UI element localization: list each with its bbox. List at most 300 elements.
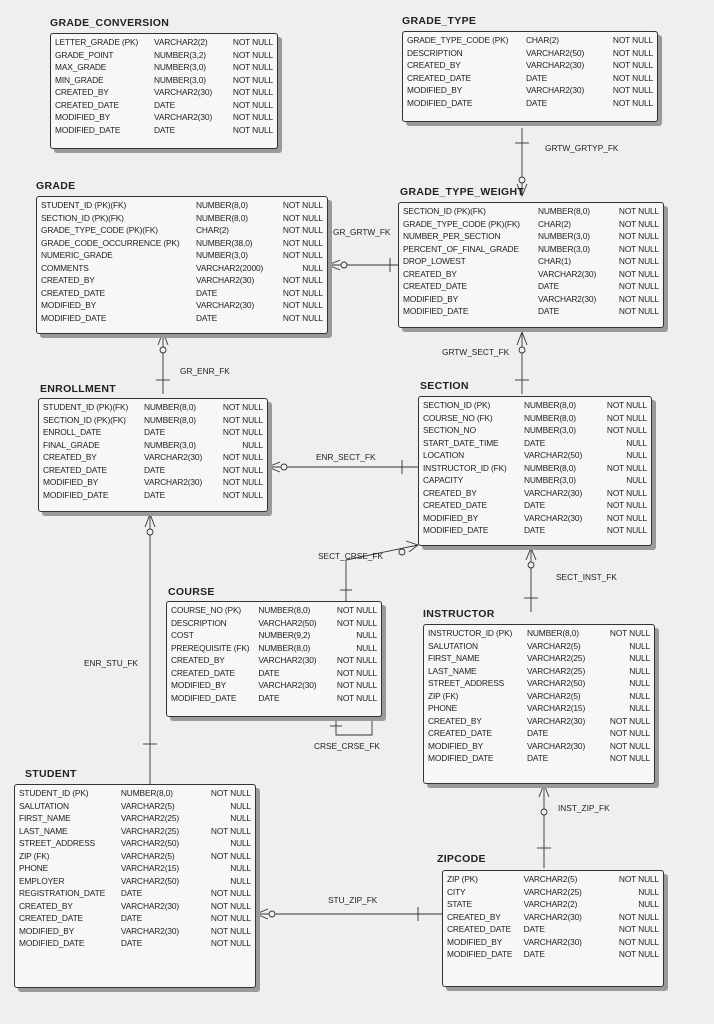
attribute-type: VARCHAR2(25): [120, 825, 179, 836]
attribute-type: VARCHAR2(30): [538, 293, 597, 304]
attribute-name: MODIFIED_DATE: [19, 938, 85, 948]
entity-grade: [36, 196, 328, 334]
attribute-type: NUMBER(9,2): [258, 630, 311, 640]
attribute-nullability: NOT NULL: [618, 268, 659, 279]
attribute-nullability: NOT NULL: [232, 124, 273, 135]
attribute-name: GRADE_POINT: [55, 49, 114, 60]
attribute-name: PHONE: [428, 703, 458, 713]
attribute-type: VARCHAR2(30): [120, 925, 179, 936]
attribute-type: NUMBER(8,0): [524, 462, 576, 473]
attribute-type: VARCHAR2(2000): [196, 262, 264, 273]
rel-label-inst-zip: INST_ZIP_FK: [558, 803, 610, 813]
attribute-row: [19, 887, 251, 900]
attribute-nullability: NULL: [626, 450, 647, 460]
attribute-type: NUMBER(3,0): [538, 243, 590, 254]
attribute-nullability: NOT NULL: [282, 225, 323, 235]
entity-title-grade-conversion: GRADE_CONVERSION: [50, 17, 170, 29]
attribute-row: [423, 462, 647, 475]
attribute-row: [41, 262, 323, 275]
attribute-nullability: NULL: [629, 653, 650, 663]
rel-label-enr-stu: ENR_STU_FK: [84, 658, 138, 668]
attribute-table: [41, 199, 323, 324]
attribute-nullability: NOT NULL: [210, 925, 251, 936]
attribute-name: SECTION_ID (PK)(FK): [43, 414, 126, 425]
attribute-type: VARCHAR2(2): [154, 37, 208, 47]
attribute-name: PREREQUISITE (FK): [171, 642, 250, 653]
attribute-type: NUMBER(8,0): [524, 412, 576, 423]
attribute-row: [171, 667, 377, 680]
attribute-type: VARCHAR2(30): [526, 60, 585, 70]
attribute-nullability: NOT NULL: [232, 49, 273, 60]
attribute-row: [43, 451, 263, 464]
attribute-row: [19, 937, 251, 950]
attribute-name: STREET_ADDRESS: [19, 838, 96, 848]
attribute-name: COMMENTS: [41, 262, 89, 273]
attribute-type: NUMBER(3,2): [154, 49, 206, 60]
attribute-type: VARCHAR2(50): [258, 617, 317, 628]
attribute-nullability: NOT NULL: [222, 489, 263, 500]
attribute-row: [428, 727, 650, 740]
attribute-type: VARCHAR2(30): [144, 452, 203, 462]
attribute-name: CITY: [447, 886, 466, 897]
attribute-nullability: NOT NULL: [282, 237, 323, 248]
entity-zipcode: [442, 870, 664, 987]
rel-label-stu-zip: STU_ZIP_FK: [328, 895, 378, 905]
attribute-nullability: NOT NULL: [210, 825, 251, 836]
attribute-nullability: NOT NULL: [618, 243, 659, 254]
attribute-type: NUMBER(8,0): [144, 402, 196, 412]
entity-grade-conversion: [50, 33, 278, 149]
attribute-name: SECTION_ID (PK)(FK): [41, 212, 124, 223]
attribute-type: VARCHAR2(5): [120, 800, 175, 811]
attribute-type: DATE: [523, 949, 545, 959]
attribute-nullability: NOT NULL: [282, 200, 323, 210]
entity-course: [166, 601, 382, 717]
attribute-type: NUMBER(8,0): [196, 212, 248, 223]
attribute-type: VARCHAR2(50): [120, 838, 179, 848]
attribute-type: VARCHAR2(5): [523, 874, 578, 884]
attribute-nullability: NOT NULL: [232, 62, 273, 72]
attribute-type: NUMBER(8,0): [538, 206, 590, 216]
attribute-name: MODIFIED_DATE: [423, 525, 489, 535]
attribute-row: [55, 99, 273, 112]
attribute-nullability: NOT NULL: [336, 655, 377, 665]
attribute-row: [41, 199, 323, 212]
entity-title-course: COURSE: [168, 586, 215, 598]
attribute-nullability: NOT NULL: [609, 740, 650, 751]
attribute-type: VARCHAR2(50): [526, 47, 585, 58]
attribute-type: VARCHAR2(30): [154, 87, 213, 97]
attribute-row: [41, 237, 323, 250]
attribute-nullability: NULL: [626, 475, 647, 485]
attribute-name: MODIFIED_BY: [41, 300, 97, 310]
attribute-name: CREATED_BY: [403, 268, 457, 279]
attribute-name: START_DATE_TIME: [423, 437, 499, 448]
attribute-row: [19, 925, 251, 938]
attribute-name: GRADE_TYPE_CODE (PK): [407, 35, 509, 45]
attribute-row: [447, 923, 659, 936]
attribute-nullability: NOT NULL: [282, 300, 323, 310]
attribute-nullability: NOT NULL: [618, 874, 659, 884]
attribute-name: GRADE_CODE_OCCURRENCE (PK): [41, 237, 180, 248]
attribute-row: [171, 679, 377, 692]
attribute-row: [447, 948, 659, 961]
attribute-row: [43, 426, 263, 439]
attribute-name: SALUTATION: [428, 640, 478, 651]
attribute-nullability: NOT NULL: [232, 112, 273, 122]
attribute-nullability: NOT NULL: [336, 617, 377, 628]
attribute-nullability: NULL: [629, 678, 650, 688]
attribute-nullability: NOT NULL: [606, 412, 647, 423]
attribute-name: SECTION_ID (PK): [423, 400, 491, 410]
attribute-row: [407, 97, 653, 110]
attribute-type: DATE: [524, 525, 546, 535]
attribute-type: DATE: [527, 728, 549, 738]
attribute-row: [447, 911, 659, 924]
attribute-type: NUMBER(3,0): [196, 250, 248, 260]
attribute-type: VARCHAR2(30): [524, 512, 583, 523]
rel-label-gr-enr: GR_ENR_FK: [180, 366, 230, 376]
attribute-nullability: NULL: [356, 630, 377, 640]
attribute-name: NUMERIC_GRADE: [41, 250, 113, 260]
attribute-name: EMPLOYER: [19, 875, 65, 886]
attribute-type: DATE: [196, 312, 218, 323]
attribute-type: VARCHAR2(5): [120, 850, 175, 861]
attribute-type: NUMBER(3,0): [524, 475, 576, 485]
attribute-row: [41, 224, 323, 237]
attribute-name: CREATED_DATE: [55, 99, 119, 110]
attribute-type: VARCHAR2(25): [527, 665, 586, 676]
attribute-type: VARCHAR2(5): [527, 640, 581, 651]
attribute-type: NUMBER(8,0): [144, 414, 196, 425]
attribute-row: [428, 702, 650, 715]
attribute-nullability: NULL: [356, 642, 377, 653]
attribute-row: [428, 652, 650, 665]
attribute-row: [171, 642, 377, 655]
attribute-nullability: NOT NULL: [609, 753, 650, 763]
attribute-row: [171, 654, 377, 667]
attribute-row: [423, 437, 647, 450]
attribute-nullability: NOT NULL: [222, 402, 263, 412]
attribute-row: [428, 640, 650, 653]
attribute-row: [43, 476, 263, 489]
attribute-nullability: NULL: [629, 665, 650, 676]
attribute-name: CREATED_DATE: [423, 500, 487, 510]
attribute-row: [403, 218, 659, 231]
attribute-row: [403, 293, 659, 306]
attribute-type: VARCHAR2(15): [120, 863, 179, 873]
attribute-nullability: NOT NULL: [618, 281, 659, 291]
attribute-row: [403, 230, 659, 243]
attribute-nullability: NULL: [230, 813, 251, 823]
attribute-name: MODIFIED_DATE: [447, 949, 513, 959]
attribute-type: VARCHAR2(30): [120, 900, 179, 911]
attribute-name: MODIFIED_DATE: [403, 306, 469, 316]
entity-title-grade: GRADE: [36, 180, 76, 192]
attribute-nullability: NOT NULL: [618, 911, 659, 922]
entity-student: [14, 784, 256, 988]
attribute-name: CREATED_DATE: [171, 667, 235, 678]
attribute-row: [55, 124, 273, 137]
attribute-type: DATE: [120, 913, 143, 923]
entity-section: [418, 396, 652, 546]
attribute-nullability: NOT NULL: [210, 913, 251, 923]
attribute-name: MODIFIED_BY: [55, 112, 111, 122]
attribute-nullability: NULL: [230, 800, 251, 811]
attribute-row: [43, 414, 263, 427]
attribute-row: [407, 59, 653, 72]
attribute-type: VARCHAR2(15): [527, 703, 586, 713]
attribute-nullability: NOT NULL: [282, 287, 323, 298]
attribute-name: REGISTRATION_DATE: [19, 888, 106, 898]
attribute-nullability: NOT NULL: [222, 452, 263, 462]
attribute-row: [43, 489, 263, 502]
attribute-name: COURSE_NO (PK): [171, 605, 242, 615]
attribute-name: STATE: [447, 899, 472, 909]
attribute-table: [428, 627, 650, 765]
attribute-type: DATE: [524, 437, 546, 448]
attribute-type: DATE: [523, 924, 545, 934]
attribute-row: [403, 280, 659, 293]
attribute-row: [19, 825, 251, 838]
attribute-type: VARCHAR2(30): [196, 275, 255, 285]
attribute-name: MODIFIED_BY: [447, 936, 503, 947]
attribute-type: DATE: [154, 99, 176, 110]
attribute-name: LOCATION: [423, 450, 464, 460]
attribute-nullability: NULL: [638, 886, 659, 897]
attribute-name: MAX_GRADE: [55, 62, 107, 72]
attribute-type: DATE: [144, 464, 166, 475]
attribute-name: MODIFIED_DATE: [55, 124, 121, 135]
attribute-type: VARCHAR2(25): [120, 813, 179, 823]
attribute-name: MODIFIED_BY: [423, 512, 479, 523]
attribute-nullability: NOT NULL: [606, 525, 647, 535]
attribute-row: [403, 243, 659, 256]
attribute-name: STUDENT_ID (PK)(FK): [41, 200, 127, 210]
attribute-type: VARCHAR2(50): [524, 450, 583, 460]
attribute-type: CHAR(1): [538, 256, 571, 266]
attribute-name: ENROLL_DATE: [43, 427, 102, 437]
attribute-name: CREATED_BY: [447, 911, 501, 922]
attribute-nullability: NOT NULL: [210, 900, 251, 911]
attribute-row: [428, 665, 650, 678]
attribute-name: CREATED_DATE: [41, 287, 105, 298]
rel-label-sect-crse: SECT_CRSE_FK: [318, 551, 384, 561]
attribute-row: [428, 690, 650, 703]
rel-label-sect-inst: SECT_INST_FK: [556, 572, 617, 582]
attribute-row: [55, 111, 273, 124]
attribute-row: [19, 862, 251, 875]
attribute-nullability: NULL: [230, 838, 251, 848]
attribute-type: CHAR(2): [526, 35, 559, 45]
attribute-type: VARCHAR2(30): [526, 85, 585, 95]
attribute-type: DATE: [196, 287, 218, 298]
attribute-nullability: NOT NULL: [609, 728, 650, 738]
entity-instructor: [423, 624, 655, 784]
attribute-name: CREATED_BY: [41, 275, 95, 285]
attribute-table: [55, 36, 273, 136]
attribute-name: CREATED_BY: [43, 452, 97, 462]
attribute-row: [19, 875, 251, 888]
attribute-name: MODIFIED_BY: [407, 85, 463, 95]
attribute-nullability: NOT NULL: [606, 425, 647, 435]
attribute-nullability: NOT NULL: [618, 949, 659, 959]
attribute-row: [403, 205, 659, 218]
attribute-row: [19, 912, 251, 925]
entity-grade-type: [402, 31, 658, 122]
attribute-name: PHONE: [19, 863, 49, 873]
attribute-type: VARCHAR2(25): [527, 653, 586, 663]
attribute-name: DESCRIPTION: [171, 617, 227, 628]
attribute-type: VARCHAR2(30): [144, 477, 203, 487]
attribute-name: STUDENT_ID (PK)(FK): [43, 402, 129, 412]
attribute-row: [171, 617, 377, 630]
attribute-type: DATE: [526, 97, 548, 108]
attribute-row: [41, 299, 323, 312]
attribute-name: CAPACITY: [423, 475, 464, 485]
attribute-type: NUMBER(3,0): [154, 74, 206, 85]
attribute-nullability: NOT NULL: [618, 936, 659, 947]
attribute-type: NUMBER(8,0): [527, 628, 579, 638]
rel-label-grtw-sect: GRTW_SECT_FK: [442, 347, 510, 357]
attribute-nullability: NOT NULL: [606, 512, 647, 523]
attribute-name: CREATED_BY: [428, 715, 482, 726]
attribute-row: [171, 604, 377, 617]
attribute-name: FIRST_NAME: [428, 653, 480, 663]
attribute-row: [423, 449, 647, 462]
attribute-nullability: NOT NULL: [609, 715, 650, 726]
attribute-type: VARCHAR2(30): [258, 680, 317, 690]
attribute-type: VARCHAR2(30): [524, 487, 583, 498]
attribute-name: COURSE_NO (FK): [423, 412, 493, 423]
attribute-row: [41, 287, 323, 300]
attribute-type: DATE: [538, 306, 560, 316]
attribute-name: GRADE_TYPE_CODE (PK)(FK): [41, 225, 158, 235]
attribute-row: [423, 487, 647, 500]
attribute-name: CREATED_BY: [55, 87, 109, 97]
attribute-nullability: NOT NULL: [232, 74, 273, 85]
attribute-nullability: NULL: [629, 690, 650, 701]
entity-title-zipcode: ZIPCODE: [437, 853, 486, 865]
attribute-nullability: NULL: [242, 439, 263, 450]
attribute-row: [428, 627, 650, 640]
attribute-nullability: NOT NULL: [618, 256, 659, 266]
attribute-name: CREATED_BY: [19, 900, 73, 911]
attribute-row: [19, 837, 251, 850]
attribute-name: NUMBER_PER_SECTION: [403, 231, 501, 241]
attribute-nullability: NOT NULL: [282, 212, 323, 223]
attribute-name: SALUTATION: [19, 800, 69, 811]
attribute-type: VARCHAR2(2): [523, 899, 578, 909]
attribute-type: NUMBER(8,0): [258, 642, 311, 653]
attribute-nullability: NOT NULL: [618, 206, 659, 216]
attribute-nullability: NOT NULL: [618, 306, 659, 316]
entity-title-grade-type-weight: GRADE_TYPE_WEIGHT: [400, 186, 525, 198]
attribute-nullability: NOT NULL: [606, 462, 647, 473]
attribute-row: [403, 255, 659, 268]
attribute-name: PERCENT_OF_FINAL_GRADE: [403, 243, 519, 254]
attribute-type: DATE: [538, 281, 560, 291]
attribute-name: MODIFIED_BY: [428, 740, 484, 751]
attribute-type: NUMBER(8,0): [524, 400, 576, 410]
attribute-table: [19, 787, 251, 950]
attribute-row: [423, 499, 647, 512]
attribute-name: CREATED_DATE: [19, 913, 83, 923]
attribute-nullability: NOT NULL: [606, 487, 647, 498]
attribute-row: [19, 787, 251, 800]
attribute-row: [423, 524, 647, 537]
attribute-type: VARCHAR2(5): [527, 690, 581, 701]
attribute-type: VARCHAR2(30): [196, 300, 255, 310]
attribute-type: DATE: [120, 888, 143, 898]
attribute-row: [423, 412, 647, 425]
attribute-type: NUMBER(8,0): [120, 788, 173, 798]
attribute-type: DATE: [524, 500, 546, 510]
attribute-nullability: NOT NULL: [232, 87, 273, 97]
attribute-nullability: NOT NULL: [606, 500, 647, 510]
attribute-name: MODIFIED_DATE: [171, 692, 237, 703]
attribute-row: [55, 86, 273, 99]
entity-title-grade-type: GRADE_TYPE: [402, 15, 477, 27]
attribute-row: [19, 800, 251, 813]
attribute-row: [55, 74, 273, 87]
rel-label-gr-grtw: GR_GRTW_FK: [333, 227, 391, 237]
attribute-nullability: NOT NULL: [612, 85, 653, 95]
attribute-type: DATE: [527, 753, 549, 763]
attribute-type: VARCHAR2(25): [523, 886, 582, 897]
attribute-nullability: NOT NULL: [612, 35, 653, 45]
attribute-name: ZIP (PK): [447, 874, 478, 884]
attribute-row: [447, 898, 659, 911]
attribute-type: VARCHAR2(30): [527, 740, 586, 751]
attribute-row: [43, 464, 263, 477]
attribute-name: DESCRIPTION: [407, 47, 463, 58]
attribute-nullability: NOT NULL: [336, 680, 377, 690]
attribute-name: CREATED_DATE: [407, 72, 471, 83]
attribute-nullability: NOT NULL: [618, 293, 659, 304]
attribute-row: [55, 36, 273, 49]
attribute-nullability: NOT NULL: [336, 605, 377, 615]
attribute-nullability: NOT NULL: [612, 97, 653, 108]
attribute-row: [19, 812, 251, 825]
attribute-row: [423, 474, 647, 487]
attribute-nullability: NOT NULL: [609, 628, 650, 638]
attribute-type: DATE: [258, 692, 280, 703]
attribute-name: MODIFIED_DATE: [428, 753, 494, 763]
attribute-type: DATE: [258, 667, 280, 678]
attribute-name: CREATED_DATE: [403, 281, 467, 291]
attribute-name: MODIFIED_BY: [403, 293, 459, 304]
attribute-type: NUMBER(3,0): [154, 62, 206, 72]
attribute-type: NUMBER(3,0): [524, 425, 576, 435]
attribute-nullability: NOT NULL: [282, 275, 323, 285]
attribute-row: [428, 677, 650, 690]
attribute-name: MODIFIED_DATE: [407, 97, 473, 108]
entity-title-student: STUDENT: [25, 768, 77, 780]
attribute-nullability: NOT NULL: [210, 938, 251, 948]
attribute-name: MODIFIED_BY: [171, 680, 227, 690]
attribute-nullability: NULL: [629, 640, 650, 651]
attribute-name: INSTRUCTOR_ID (PK): [428, 628, 513, 638]
attribute-type: VARCHAR2(30): [538, 268, 597, 279]
attribute-row: [43, 401, 263, 414]
attribute-row: [41, 274, 323, 287]
attribute-name: CREATED_DATE: [447, 924, 511, 934]
attribute-type: VARCHAR2(50): [120, 875, 179, 886]
attribute-type: DATE: [154, 124, 176, 135]
attribute-name: SECTION_ID (PK)(FK): [403, 206, 486, 216]
attribute-table: [403, 205, 659, 318]
